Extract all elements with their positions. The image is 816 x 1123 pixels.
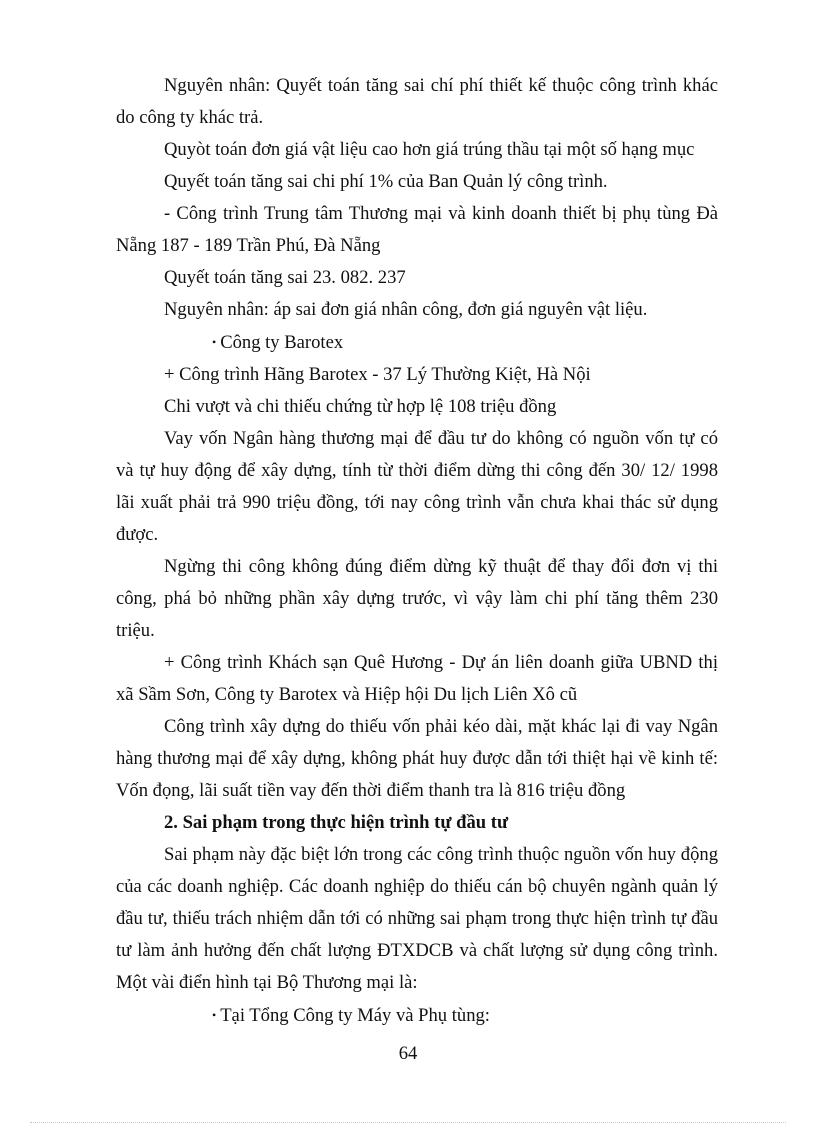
- paragraph: Quyết toán tăng sai chi phí 1% của Ban Quản lý công trình.: [164, 171, 608, 192]
- bullet-text: Tại Tổng Công ty Máy và Phụ tùng:: [220, 1005, 490, 1026]
- paragraph: Nguyên nhân: Quyết toán tăng sai chí phí thiết kế thuộc công trình khác do công ty khác trả.: [116, 75, 718, 128]
- paragraph: Quyòt toán đơn giá vật liệu cao hơn giá trúng thầu tại một số hạng mục: [164, 139, 695, 160]
- paragraph: Sai phạm này đặc biệt lớn trong các công trình thuộc nguồn vốn huy động của các doanh nghiệp. Các doanh nghiệp do thiếu cán bộ chuyên ngành quản lý đầu tư, thiếu trách nhiệm dẫn tới có những sai phạm trong thực hiện trình tự đầu tư làm ảnh hưởng đến chất lượng ĐTXDCB và chất lượng sử dụng công trình. Một vài điển hình tại Bộ Thương mại là:: [116, 844, 718, 993]
- paragraph: Ngừng thi công không đúng điểm dừng kỹ thuật để thay đổi đơn vị thi công, phá bỏ những phần xây dựng trước, vì vậy làm chi phí tăng thêm 230 triệu.: [116, 556, 718, 641]
- bullet-icon: •: [212, 1008, 217, 1022]
- paragraph: Vay vốn Ngân hàng thương mại để đầu tư do không có nguồn vốn tự có và tự huy động để xây dựng, tính từ thời điểm dừng thi công đến 30/ 12/ 1998 lãi xuất phải trả 990 triệu đồng, tới nay công trình vẫn chưa khai thác sử dụng được.: [116, 428, 718, 545]
- body-text: [116, 70, 718, 1032]
- bullet-text: Công ty Barotex: [220, 332, 344, 353]
- bullet-icon: •: [212, 335, 217, 349]
- paragraph: Chi vượt và chi thiếu chứng từ hợp lệ 108 triệu đồng: [164, 396, 557, 417]
- section-heading: 2. Sai phạm trong thực hiện trình tự đầu tư: [164, 812, 509, 833]
- paragraph: Nguyên nhân: áp sai đơn giá nhân công, đơn giá nguyên vật liệu.: [164, 299, 648, 320]
- paragraph: + Công trình Khách sạn Quê Hương - Dự án liên doanh giữa UBND thị xã Sầm Sơn, Công ty Barotex và Hiệp hội Du lịch Liên Xô cũ: [116, 652, 718, 705]
- page-number: 64: [398, 1043, 418, 1064]
- paragraph: - Công trình Trung tâm Thương mại và kinh doanh thiết bị phụ tùng Đà Nẵng 187 - 189 Trần Phú, Đà Nẵng: [116, 203, 718, 256]
- bullet-paragraph: [116, 999, 718, 1032]
- bullet-paragraph: [116, 326, 718, 359]
- paragraph: Công trình xây dựng do thiếu vốn phải kéo dài, mặt khác lại đi vay Ngân hàng thương mại để xây dựng, không phát huy được dẫn tới thiệt hại về kinh tế: Vốn đọng, lãi suất tiền vay đến thời điểm thanh tra là 816 triệu đồng: [116, 716, 718, 801]
- paragraph: Quyết toán tăng sai 23. 082. 237: [164, 267, 406, 288]
- paragraph: + Công trình Hãng Barotex - 37 Lý Thường Kiệt, Hà Nội: [164, 364, 591, 385]
